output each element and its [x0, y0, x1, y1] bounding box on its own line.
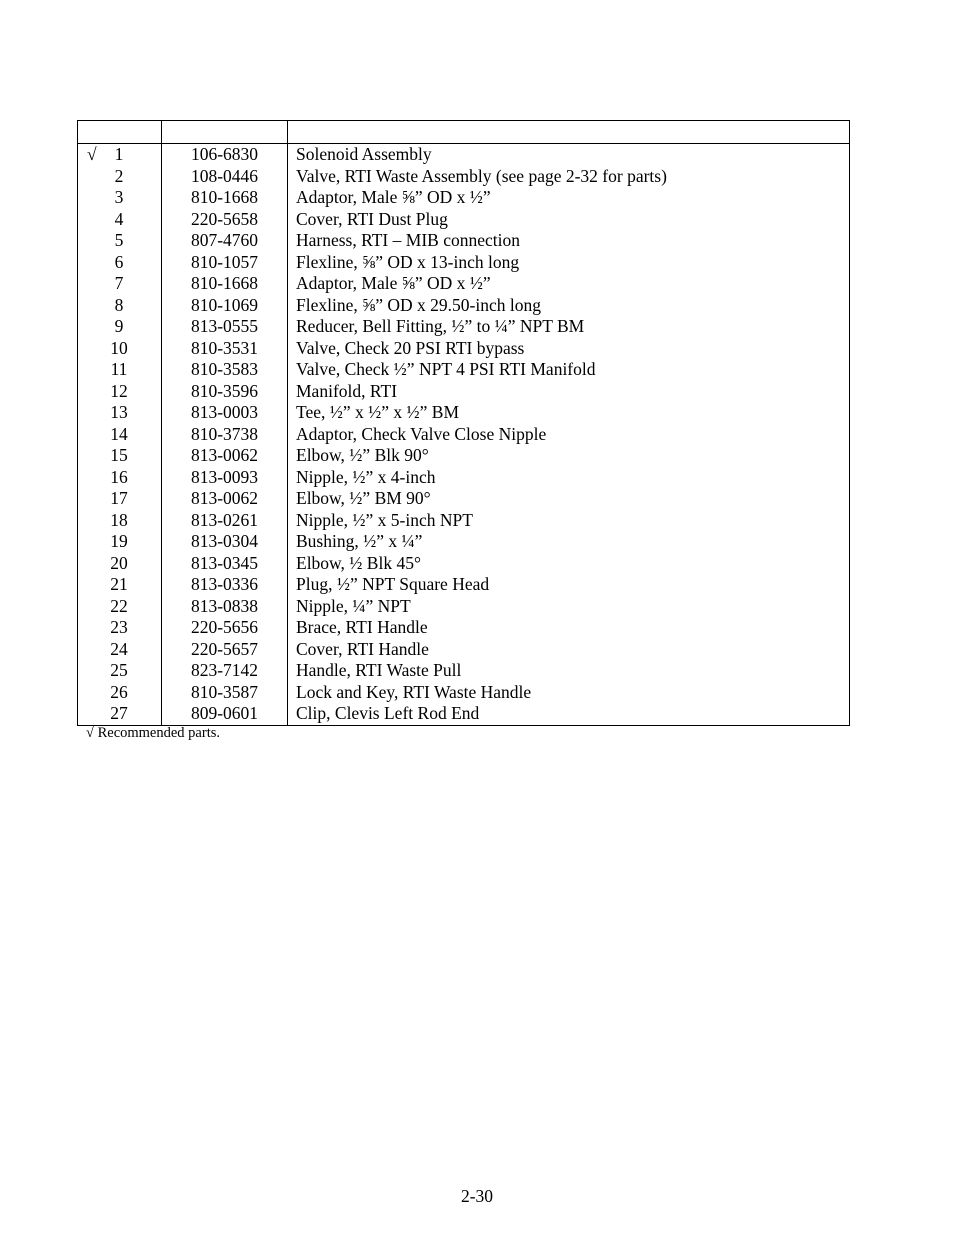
item-number: 22: [110, 595, 128, 616]
table-row: [78, 316, 850, 338]
item-cell: [78, 574, 162, 596]
part-description: Plug, ½” NPT Square Head: [288, 574, 850, 596]
table-row: [78, 682, 850, 704]
item-cell: [78, 488, 162, 510]
table-row: [78, 295, 850, 317]
item-cell: [78, 144, 162, 166]
table-row: [78, 553, 850, 575]
part-number: 810-1057: [162, 252, 288, 274]
part-number: 810-1668: [162, 273, 288, 295]
item-number: 11: [110, 359, 128, 379]
recommended-check-icon: √: [87, 144, 97, 164]
part-number: 813-0304: [162, 531, 288, 553]
table-row: [78, 703, 850, 725]
part-description: Brace, RTI Handle: [288, 617, 850, 639]
table-row: [78, 230, 850, 252]
item-cell: [78, 273, 162, 295]
part-description: Handle, RTI Waste Pull: [288, 660, 850, 682]
item-number: 13: [110, 402, 128, 422]
table-row: [78, 596, 850, 618]
item-cell: [78, 467, 162, 489]
item-cell: [78, 295, 162, 317]
table-row: [78, 252, 850, 274]
item-number: 3: [114, 187, 124, 207]
page-number: 2-30: [460, 1186, 494, 1206]
item-cell: [78, 424, 162, 446]
header-description: [288, 121, 850, 144]
part-number: 813-0062: [162, 488, 288, 510]
item-number: 20: [110, 552, 128, 573]
part-number: 813-0555: [162, 316, 288, 338]
table-row: [78, 359, 850, 381]
part-description: Valve, RTI Waste Assembly (see page 2-32 for parts): [288, 166, 850, 188]
item-cell: [78, 510, 162, 532]
part-description: Elbow, ½ Blk 45°: [288, 553, 850, 575]
part-description: Cover, RTI Dust Plug: [288, 209, 850, 231]
part-description: Elbow, ½” BM 90°: [288, 488, 850, 510]
part-number: 220-5658: [162, 209, 288, 231]
part-number: 813-0093: [162, 467, 288, 489]
item-cell: [78, 703, 162, 725]
item-cell: [78, 166, 162, 188]
table-row: [78, 617, 850, 639]
item-cell: [78, 252, 162, 274]
table-row: [78, 467, 850, 489]
item-number: 4: [114, 208, 124, 229]
part-description: Manifold, RTI: [288, 381, 850, 403]
item-number: 21: [110, 574, 128, 594]
table-row: [78, 402, 850, 424]
part-number: 813-0345: [162, 553, 288, 575]
part-number: 823-7142: [162, 660, 288, 682]
part-number: 810-3596: [162, 381, 288, 403]
table-row: [78, 445, 850, 467]
item-number: 25: [110, 660, 128, 680]
part-description: Reducer, Bell Fitting, ½” to ¼” NPT BM: [288, 316, 850, 338]
part-number: 810-3738: [162, 424, 288, 446]
item-cell: [78, 316, 162, 338]
part-description: Adaptor, Check Valve Close Nipple: [288, 424, 850, 446]
part-number: 108-0446: [162, 166, 288, 188]
part-description: Nipple, ¼” NPT: [288, 596, 850, 618]
table-row: [78, 144, 850, 166]
part-number: 106-6830: [162, 144, 288, 166]
item-number: 15: [110, 445, 128, 465]
parts-table: [77, 120, 850, 726]
part-description: Elbow, ½” Blk 90°: [288, 445, 850, 467]
table-row: [78, 187, 850, 209]
part-number: 807-4760: [162, 230, 288, 252]
item-cell: [78, 617, 162, 639]
part-number: 813-0261: [162, 510, 288, 532]
part-number: 810-1668: [162, 187, 288, 209]
item-number: 10: [110, 337, 128, 358]
part-description: Solenoid Assembly: [288, 144, 850, 166]
part-description: Nipple, ½” x 4-inch: [288, 467, 850, 489]
item-cell: [78, 531, 162, 553]
part-description: Tee, ½” x ½” x ½” BM: [288, 402, 850, 424]
item-number: 7: [114, 273, 124, 293]
item-number: 19: [110, 531, 128, 551]
part-number: 810-3587: [162, 682, 288, 704]
part-description: Valve, Check ½” NPT 4 PSI RTI Manifold: [288, 359, 850, 381]
item-cell: [78, 596, 162, 618]
table-row: [78, 424, 850, 446]
item-cell: [78, 660, 162, 682]
table-row: [78, 574, 850, 596]
table-row: [78, 166, 850, 188]
item-number: 14: [110, 423, 128, 444]
part-description: Lock and Key, RTI Waste Handle: [288, 682, 850, 704]
item-number: 24: [110, 638, 128, 659]
table-header-row: [78, 121, 850, 144]
table-row: [78, 488, 850, 510]
item-number: 6: [114, 251, 124, 272]
header-part-number: [162, 121, 288, 144]
item-number: 2: [114, 165, 124, 186]
footnote: √ Recommended parts.: [86, 725, 220, 741]
item-cell: [78, 187, 162, 209]
table-row: [78, 273, 850, 295]
part-description: Harness, RTI – MIB connection: [288, 230, 850, 252]
item-cell: [78, 682, 162, 704]
part-number: 813-0336: [162, 574, 288, 596]
item-cell: [78, 381, 162, 403]
part-description: Flexline, ⅝” OD x 13-inch long: [288, 252, 850, 274]
table-row: [78, 639, 850, 661]
part-number: 809-0601: [162, 703, 288, 725]
table-row: [78, 381, 850, 403]
part-description: Bushing, ½” x ¼”: [288, 531, 850, 553]
part-number: 810-1069: [162, 295, 288, 317]
table-row: [78, 510, 850, 532]
table-row: [78, 209, 850, 231]
part-description: Adaptor, Male ⅝” OD x ½”: [288, 273, 850, 295]
item-cell: [78, 338, 162, 360]
part-description: Nipple, ½” x 5-inch NPT: [288, 510, 850, 532]
item-cell: [78, 230, 162, 252]
part-number: 813-0838: [162, 596, 288, 618]
table-row: [78, 338, 850, 360]
item-cell: [78, 553, 162, 575]
item-number: 23: [110, 617, 128, 637]
item-number: 27: [110, 703, 128, 723]
item-cell: [78, 209, 162, 231]
item-cell: [78, 402, 162, 424]
item-number: 9: [114, 316, 124, 336]
item-cell: [78, 445, 162, 467]
item-number: 5: [114, 230, 124, 250]
part-number: 810-3583: [162, 359, 288, 381]
part-number: 220-5657: [162, 639, 288, 661]
item-number: 8: [114, 294, 124, 315]
item-number: 16: [110, 466, 128, 487]
part-description: Valve, Check 20 PSI RTI bypass: [288, 338, 850, 360]
part-number: 813-0062: [162, 445, 288, 467]
item-number: 26: [110, 681, 128, 702]
part-number: 810-3531: [162, 338, 288, 360]
item-number: 12: [110, 380, 128, 401]
header-item: [78, 121, 162, 144]
item-number: 1: [114, 144, 124, 164]
part-description: Adaptor, Male ⅝” OD x ½”: [288, 187, 850, 209]
parts-table-body: [78, 144, 850, 726]
item-number: 17: [110, 488, 128, 508]
part-number: 220-5656: [162, 617, 288, 639]
table-row: [78, 660, 850, 682]
part-number: 813-0003: [162, 402, 288, 424]
item-cell: [78, 639, 162, 661]
item-number: 18: [110, 509, 128, 530]
part-description: Cover, RTI Handle: [288, 639, 850, 661]
table-row: [78, 531, 850, 553]
item-cell: [78, 359, 162, 381]
part-description: Flexline, ⅝” OD x 29.50-inch long: [288, 295, 850, 317]
part-description: Clip, Clevis Left Rod End: [288, 703, 850, 725]
